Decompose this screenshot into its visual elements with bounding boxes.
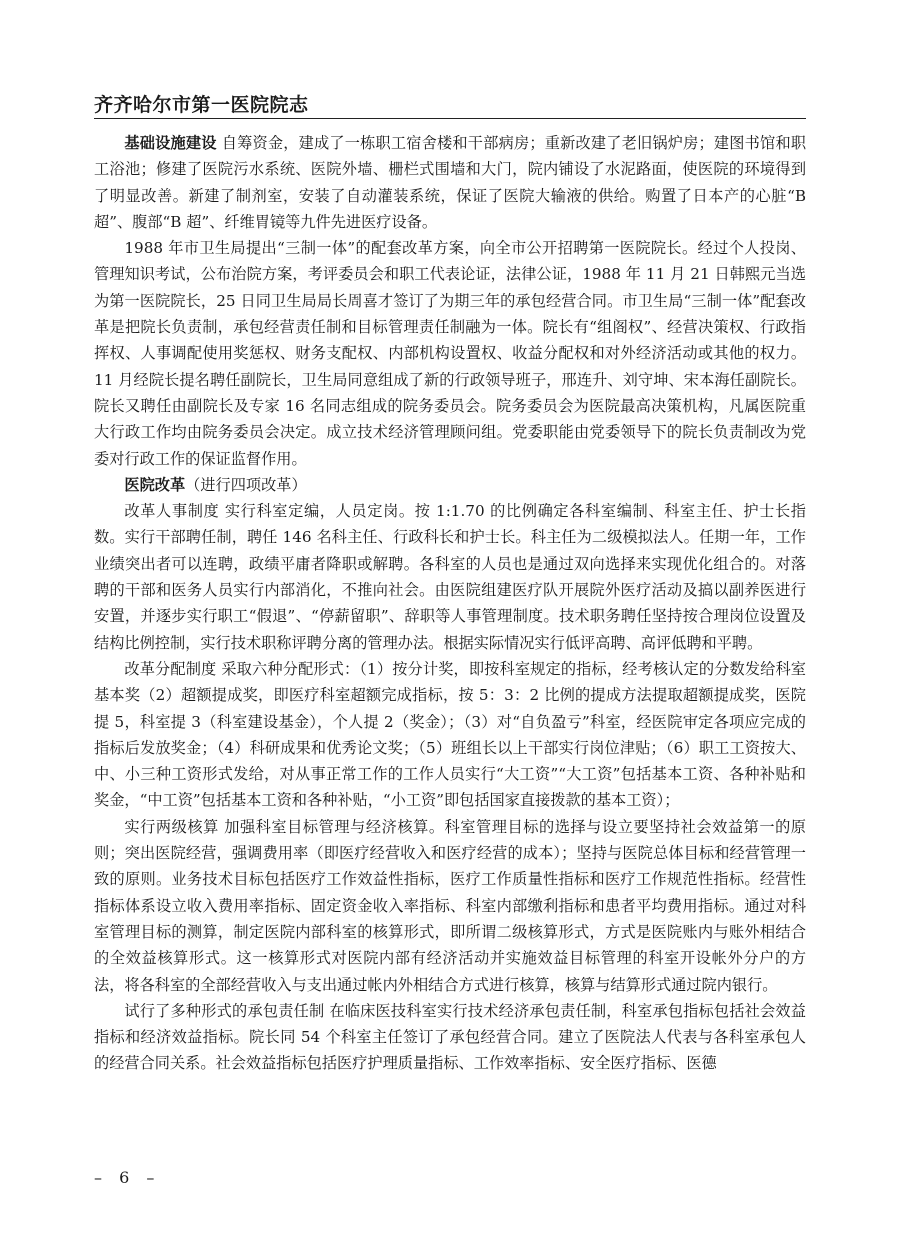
section-heading-hospital-reform: 医院改革 bbox=[124, 475, 186, 494]
paragraph-contract-responsibility bbox=[94, 998, 806, 1077]
paragraph-text: 自筹资金，建成了一栋职工宿舍楼和干部病房；重新改建了老旧锅炉房；建图书馆和职工浴池；修建了医院污水系统、医院外墙、栅栏式围墙和大门，院内铺设了水泥路面，使医院的环境得到了明显改善。新建了制剂室，安装了自动灌装系统，保证了医院大输液的供给。购置了日本产的心脏“B 超”、腹部“B 超”、纤维胃镜等九件先进医疗设备。 bbox=[94, 134, 807, 231]
paragraph-distribution-reform bbox=[94, 656, 806, 814]
paragraph-text: 改革人事制度 实行科室定编，人员定岗。按 1:1.70 的比例确定各科室编制、科室主任、护士长指数。实行干部聘任制，聘任 146 名科主任、行政科长和护士长。科主任为二级模拟法人。任期一年，工作业绩突出者可以连聘，政绩平庸者降职或解聘。各科室的人员也是通过双向选择来实现优化组合的。对落聘的干部和医务人员实行内部消化，不推向社会。由医院组建医疗队开展院外医疗活动及搞以副养医进行安置，并逐步实行职工“假退”、“停薪留职”、辞职等人事管理制度。技术职务聘任坚持按合理岗位设置及结构比例控制，实行技术职称评聘分离的管理办法。根据实际情况实行低评高聘、高评低聘和平聘。 bbox=[94, 502, 806, 652]
paragraph-text: 1988 年市卫生局提出“三制一体”的配套改革方案，向全市公开招聘第一医院院长。经过个人投岗、管理知识考试，公布治院方案，考评委员会和职工代表论证，法律公证，1988 年 11 月 21 日韩熙元当选为第一医院院长，25 日同卫生局局长周喜才签订了为期三年的承包经营合同。市卫生局“三制一体”配套改革是把院长负责制，承包经营责任制和目标管理责任制融为一体。院长有“组阁权”、经营决策权、行政指挥权、人事调配使用奖惩权、财务支配权、内部机构设置权、收益分配权和对外经济活动或其他的权力。11 月经院长提名聘任副院长，卫生局同意组成了新的行政领导班子，邢连升、刘守坤、宋本海任副院长。院长又聘任由副院长及专家 16 名同志组成的院务委员会。院务委员会为医院最高决策机构，凡属医院重大行政工作均由院务委员会决定。成立技术经济管理顾问组。党委职能由党委领导下的院长负责制改为党委对行政工作的保证监督作用。 bbox=[94, 239, 806, 468]
paragraph-hospital-reform-heading bbox=[94, 472, 806, 498]
paragraph-text: 改革分配制度 采取六种分配形式：（1）按分计奖，即按科室规定的指标，经考核认定的分数发给科室基本奖（2）超额提成奖，即医疗科室超额完成指标，按 5：3：2 比例的提成方法提取超额提成奖，医院提 5，科室提 3（科室建设基金），个人提 2（奖金）；（3）对“自负盈亏”科室，经医院审定各项应完成的指标后发放奖金；（4）科研成果和优秀论文奖；（5）班组长以上干部实行岗位津贴；（6）职工工资按大、中、小三种工资形式发给，对从事正常工作的工作人员实行“大工资”“大工资”包括基本工资、各种补贴和奖金，“中工资”包括基本工资和各种补贴，“小工资”即包括国家直接拨款的基本工资）； bbox=[94, 659, 806, 810]
running-header-title: 齐齐哈尔市第一医院院志 bbox=[94, 94, 309, 116]
page-number: – 6 – bbox=[94, 1168, 161, 1187]
paragraph-text: （进行四项改革） bbox=[185, 475, 307, 494]
paragraph-personnel-reform bbox=[94, 498, 806, 656]
document-body bbox=[94, 130, 806, 1077]
section-heading-infrastructure: 基础设施建设 bbox=[124, 134, 217, 152]
paragraph-director-recruitment bbox=[94, 235, 806, 472]
header-divider bbox=[94, 118, 806, 119]
paragraph-infrastructure bbox=[94, 130, 806, 235]
paragraph-two-level-accounting bbox=[94, 814, 806, 998]
paragraph-text: 试行了多种形式的承包责任制 在临床医技科室实行技术经济承包责任制，科室承包指标包括社会效益指标和经济效益指标。院长同 54 个科室主任签订了承包经营合同。建立了医院法人代表与各科室承包人的经营合同关系。社会效益指标包括医疗护理质量指标、工作效率指标、安全医疗指标、医德 bbox=[94, 1001, 806, 1073]
paragraph-text: 实行两级核算 加强科室目标管理与经济核算。科室管理目标的选择与设立要坚持社会效益第一的原则；突出医院经营，强调费用率（即医疗经营收入和医疗经营的成本）；坚持与医院总体目标和经营管理一致的原则。业务技术目标包括医疗工作效益性指标，医疗工作质量性指标和医疗工作规范性指标。经营性指标体系设立收入费用率指标、固定资金收入率指标、科室内部缴利指标和患者平均费用指标。通过对科室管理目标的测算，制定医院内部科室的核算形式，即所谓二级核算形式，方式是医院账内与账外相结合的全效益核算形式。这一核算形式对医院内部有经济活动并实施效益目标管理的科室开设帐外分户的方法，将各科室的全部经营收入与支出通过帐内外相结合方式进行核算，核算与结算形式通过院内银行。 bbox=[94, 817, 806, 994]
